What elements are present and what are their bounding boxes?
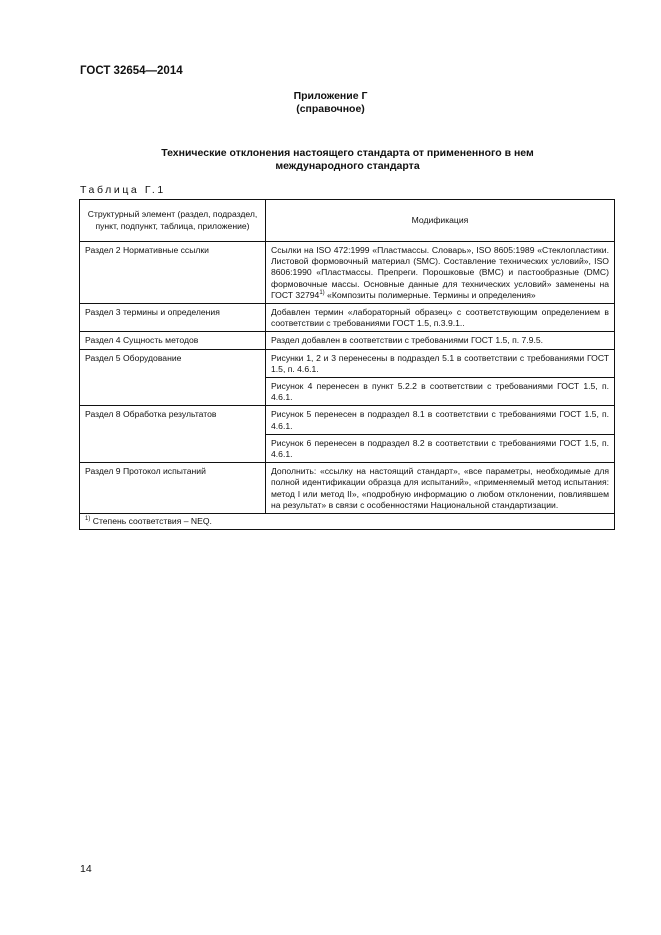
table-footnote <box>80 514 615 530</box>
footnote-text: Степень соответствия – NEQ. <box>90 516 212 527</box>
table-header-row <box>80 200 615 242</box>
section-title-line-2: международного стандарта <box>275 160 420 172</box>
modification-text-tail: «Композиты полимерные. Термины и определения» <box>324 289 536 300</box>
table-row <box>80 304 615 332</box>
header-element: Структурный элемент (раздел, подраздел, пункт, подпункт, таблица, приложение) <box>80 200 266 242</box>
table-row <box>80 349 615 377</box>
table-row <box>80 463 615 514</box>
section-title <box>80 147 615 173</box>
row-element: Раздел 2 Нормативные ссылки <box>80 242 266 304</box>
appendix-heading <box>0 90 661 116</box>
appendix-subtitle: (справочное) <box>296 103 365 115</box>
row-modification: Рисунок 6 перенесен в подраздел 8.2 в соответствии с требованиями ГОСТ 1.5, п. 4.6.1. <box>266 434 615 462</box>
footnote-mark: 1) <box>85 516 91 523</box>
deviations-table <box>79 199 615 530</box>
row-element: Раздел 5 Оборудование <box>80 349 266 406</box>
row-modification: Раздел добавлен в соответствии с требованиями ГОСТ 1.5, п. 7.9.5. <box>266 332 615 349</box>
row-modification: Добавлен термин «лабораторный образец» с соответствующим определением в соответствии с требованиями ГОСТ 1.5, п.3.9.1.. <box>266 304 615 332</box>
row-modification: Рисунок 4 перенесен в пункт 5.2.2 в соответствии с требованиями ГОСТ 1.5, п. 4.6.1. <box>266 378 615 406</box>
row-modification <box>266 242 615 304</box>
header-modification: Модификация <box>266 200 615 242</box>
row-modification: Дополнить: «ссылку на настоящий стандарт», «все параметры, необходимые для полной идентификации образца для испытаний», «применяемый метод испытания: метод I или метод II», «подробную информацию о любом отклонении, повлиявшем на результат» в связи с особенностями Национальной стандартизации. <box>266 463 615 514</box>
table-row <box>80 242 615 304</box>
footnote-reference: 1) <box>319 289 325 296</box>
table-caption: Таблица Г.1 <box>80 184 166 196</box>
row-element: Раздел 9 Протокол испытаний <box>80 463 266 514</box>
row-element: Раздел 3 термины и определения <box>80 304 266 332</box>
table-row <box>80 332 615 349</box>
row-modification: Рисунки 1, 2 и 3 перенесены в подраздел 5.1 в соответствии с требованиями ГОСТ 1.5, п. 4.6.1. <box>266 349 615 377</box>
table-footnote-row <box>80 514 615 530</box>
document-code: ГОСТ 32654—2014 <box>80 65 183 77</box>
page-number: 14 <box>80 863 92 875</box>
modification-text: Ссылки на ISO 472:1999 «Пластмассы. Словарь», ISO 8605:1989 «Стеклопластики. Листовой формовочный материал (SMC). Составление технических условий», ISO 8606:1990 «Пластмассы. Препреги. Порошковые (BMC) и пастообразные (DMC) формовочные массы. Основные данные для технических условий» заменены на ГОСТ 32794 <box>271 245 609 300</box>
row-modification: Рисунок 5 перенесен в подраздел 8.1 в соответствии с требованиями ГОСТ 1.5, п. 4.6.1. <box>266 406 615 434</box>
row-element: Раздел 8 Обработка результатов <box>80 406 266 463</box>
appendix-title: Приложение Г <box>293 90 368 102</box>
table-row <box>80 406 615 434</box>
row-element: Раздел 4 Сущность методов <box>80 332 266 349</box>
section-title-line-1: Технические отклонения настоящего стандарта от примененного в нем <box>161 147 534 159</box>
